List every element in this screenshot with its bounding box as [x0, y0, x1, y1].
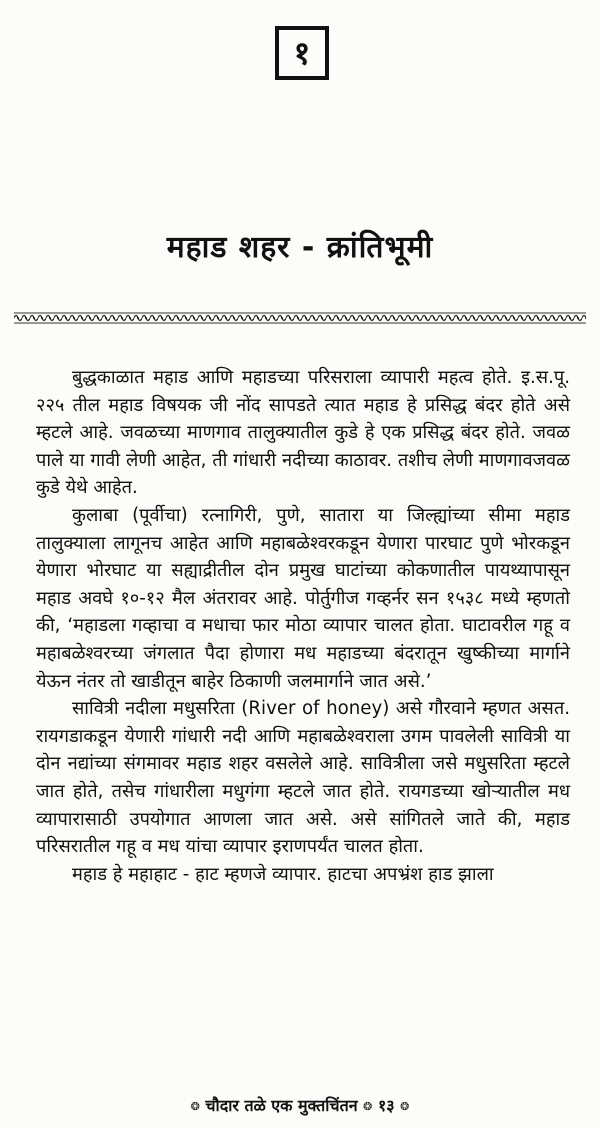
decorative-divider: [14, 312, 586, 324]
paragraph: कुलाबा (पूर्वीचा) रत्नागिरी, पुणे, सातारा या जिल्ह्यांच्या सीमा महाड तालुक्याला लागूनच आहेत आणि महाबळेश्वरकडून येणारा पारघाट पुणे भोरकडून येणारा भोरघाट या सह्याद्रीतील दोन प्रमुख घाटांच्या कोकणातील पायथ्यापासून महाड अवघे १०-१२ मैल अंतरावर आहे. पोर्तुगीज गव्हर्नर सन १५३८ मध्ये म्हणतो की, ‘महाडला गव्हाचा व मधाचा फार मोठा व्यापार चालत होता. घाटावरील गहू व महाबळेश्वरच्या जंगलात पैदा होणारा मध महाडच्या बंदरातून खुष्कीच्या मार्गाने येऊन नंतर तो खाडीतून बाहेर ठिकाणी जलमार्गाने जात असे.’: [36, 504, 570, 692]
chapter-number-box: [275, 26, 329, 80]
paragraph: सावित्री नदीला मधुसरिता (River of honey) असे गौरवाने म्हणत असत. रायगडाकडून येणारी गांधारी नदी आणि महाबळेश्वराला उगम पावलेली सावित्री या दोन नद्यांच्या संगमावर महाड शहर वसलेले आहे. सावित्रीला जसे मधुसरिता म्हटले जात होते, तसेच गांधारीला मधुगंगा म्हटले जात होते. रायगडच्या खोऱ्यातील मध व्यापारासाठी उपयोगात आणला जात असे. असे सांगितले जाते की, महाड परिसरातील गहू व मध यांचा व्यापार इराणपर्यंत चालत होता.: [36, 698, 570, 858]
footer-ornament-left: ❂: [190, 1100, 200, 1113]
footer-book-title: चौदार तळे एक मुक्तचिंतन: [205, 1096, 358, 1115]
body-text: [36, 364, 570, 888]
footer-ornament-right: ❂: [400, 1100, 410, 1113]
chapter-number: १: [293, 34, 311, 72]
page-title: महाड शहर - क्रांतिभूमी: [166, 230, 434, 265]
footer-ornament-middle: ❂: [363, 1100, 373, 1113]
paragraph: महाड हे महाहाट - हाट म्हणजे व्यापार. हाटचा अपभ्रंश हाड झाला: [72, 863, 494, 885]
paragraph: बुद्धकाळात महाड आणि महाडच्या परिसराला व्यापारी महत्व होते. इ.स.पू. २२५ तील महाड विषयक जी नोंद सापडते त्यात महाड हे प्रसिद्ध बंदर होते असे म्हटले आहे. जवळच्या माणगाव तालुक्यातील कुडे हे एक प्रसिद्ध बंदर होते. जवळ पाले या गावी लेणी आहेत, ती गांधारी नदीच्या काठावर. तशीच लेणी माणगावजवळ कुडे येथे आहेत.: [36, 367, 570, 499]
page-number: १३: [377, 1096, 395, 1115]
page-footer: [0, 1094, 600, 1116]
